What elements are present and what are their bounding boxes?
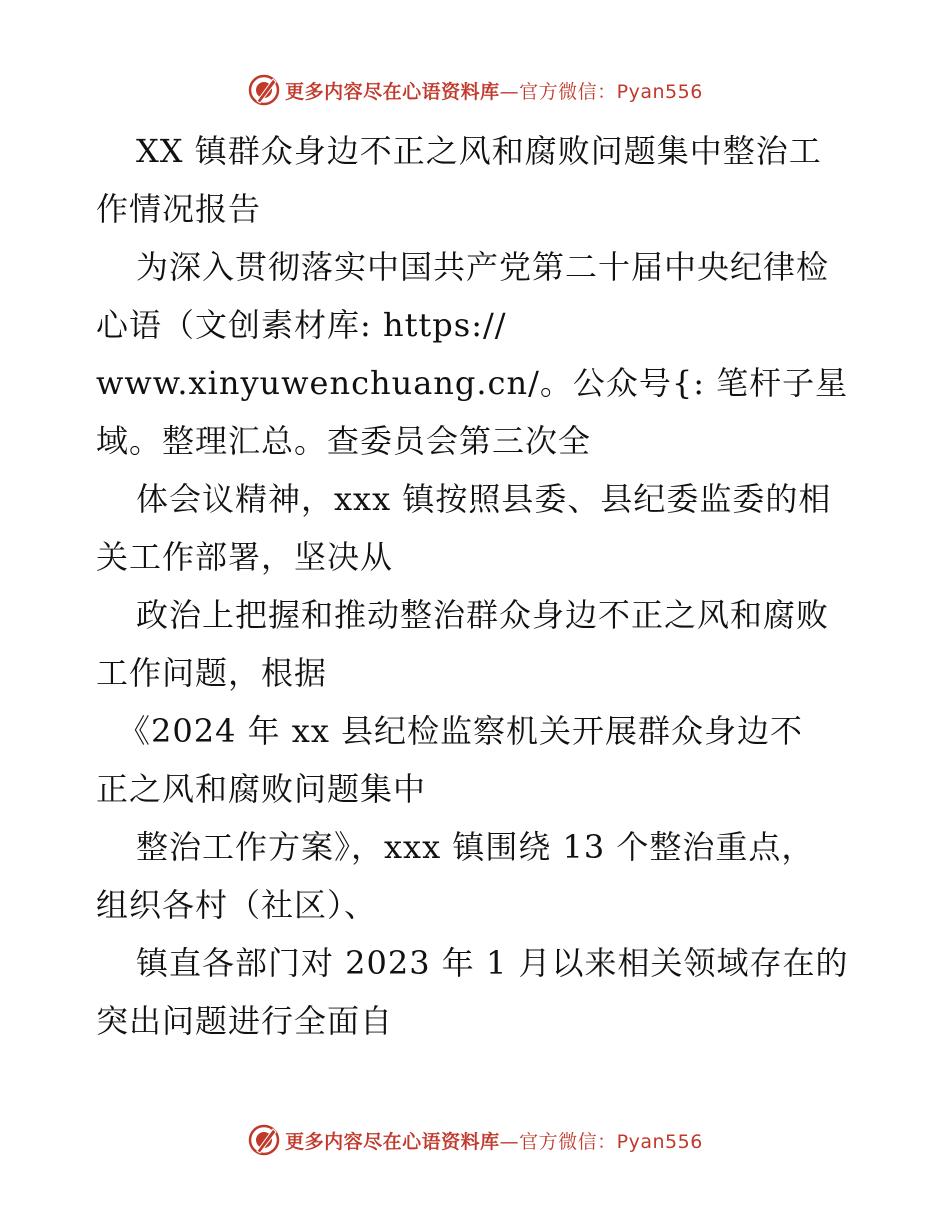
banner-text bbox=[285, 77, 703, 104]
paragraph-line: 为深入贯彻落实中国共产党第二十届中央纪律检 bbox=[136, 248, 830, 286]
banner-separator: — bbox=[499, 80, 520, 103]
paragraph-line: 组织各村（社区）、 bbox=[96, 886, 378, 924]
paragraph-line: 镇直各部门对 2023 年 1 月以来相关领域存在的 bbox=[136, 944, 849, 982]
banner-contact: 官方微信：Pyan556 bbox=[519, 80, 703, 103]
pen-logo-icon bbox=[247, 1123, 281, 1157]
pen-logo-icon bbox=[247, 73, 281, 107]
banner-separator: — bbox=[499, 1130, 520, 1153]
document-body bbox=[96, 122, 866, 1050]
paragraph-line: www.xinyuwenchuang.cn/。公众号{: 笔杆子星 bbox=[96, 364, 849, 402]
banner-title: 更多内容尽在心语资料库 bbox=[285, 80, 500, 103]
paragraph-line: 体会议精神，xxx 镇按照县委、县纪委监委的相 bbox=[136, 480, 832, 518]
banner-text bbox=[285, 1127, 703, 1154]
banner-title: 更多内容尽在心语资料库 bbox=[285, 1130, 500, 1153]
paragraph-line: 政治上把握和推动整治群众身边不正之风和腐败 bbox=[136, 596, 830, 634]
paragraph-line: 域。整理汇总。查委员会第三次全 bbox=[96, 422, 592, 460]
header-banner bbox=[0, 70, 950, 110]
paragraph-line: 《2024 年 xx 县纪检监察机关开展群众身边不 bbox=[118, 712, 804, 750]
title-line-1: XX 镇群众身边不正之风和腐败问题集中整治工 bbox=[136, 132, 822, 170]
banner-contact: 官方微信：Pyan556 bbox=[519, 1130, 703, 1153]
paragraph-line: 整治工作方案》，xxx 镇围绕 13 个整治重点， bbox=[136, 828, 815, 866]
paragraph-line: 关工作部署，坚决从 bbox=[96, 538, 394, 576]
paragraph-line: 突出问题进行全面自 bbox=[96, 1002, 394, 1040]
paragraph-line: 工作问题，根据 bbox=[96, 654, 328, 692]
footer-banner bbox=[0, 1120, 950, 1160]
paragraph-line: 正之风和腐败问题集中 bbox=[96, 770, 427, 808]
title-line-2: 作情况报告 bbox=[96, 190, 262, 228]
paragraph-line: 心语（文创素材库: https:// bbox=[96, 306, 507, 344]
